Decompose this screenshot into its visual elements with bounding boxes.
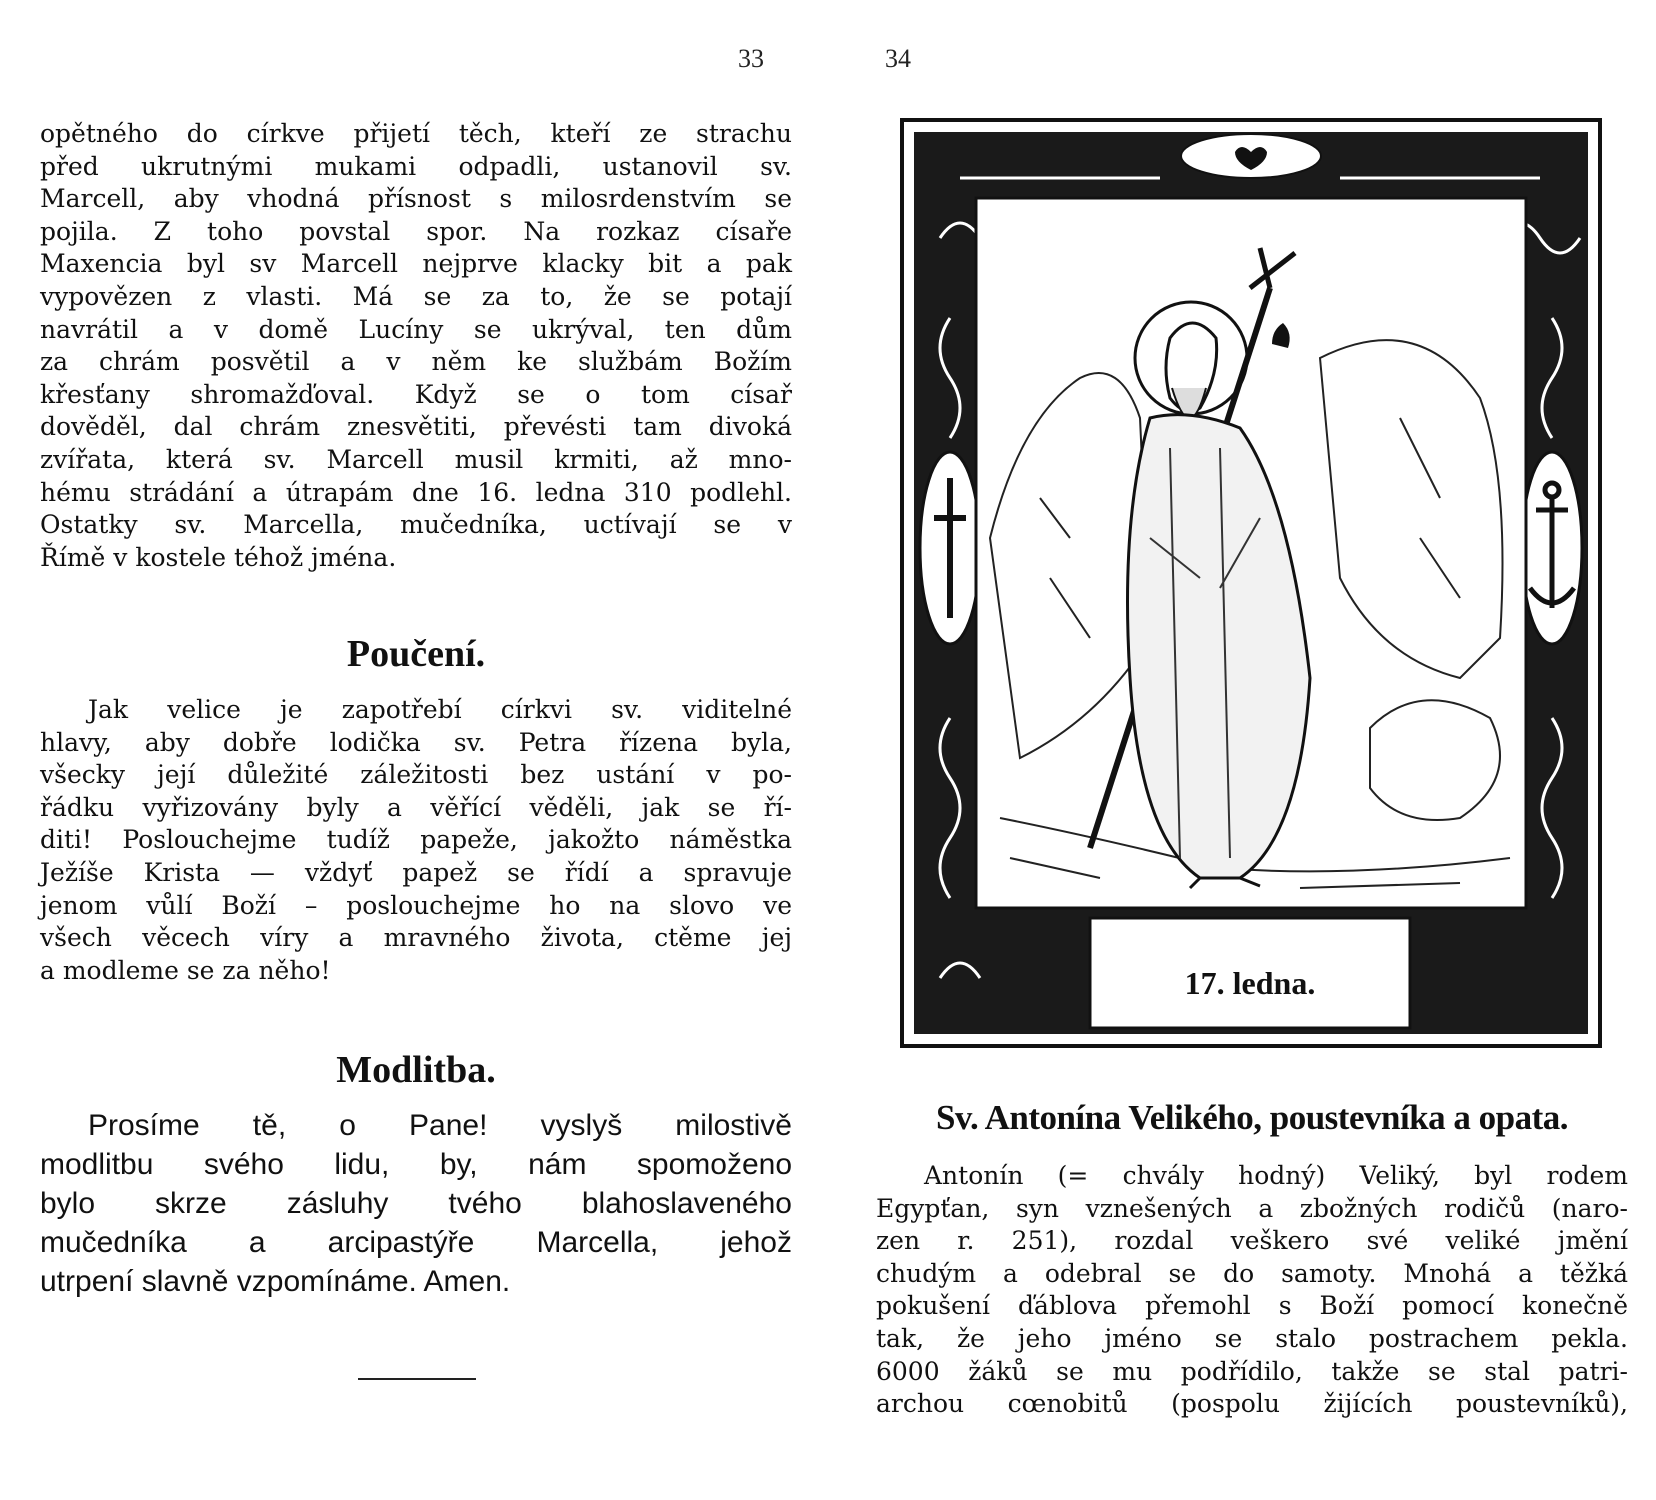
text-line: a modleme se za něho!	[40, 955, 331, 985]
pouceni-paragraph	[40, 694, 792, 987]
text-line: vypovězen z vlasti. Má se za to, že se potají	[40, 281, 792, 311]
intro-paragraph	[40, 118, 792, 574]
text-line: mučedníka a arcipastýře Marcella, jehož	[40, 1226, 792, 1259]
text-line: jenom vůlí Boží – poslouchejme ho na slovo ve	[40, 890, 792, 920]
text-line: archou cœnobitů (pospolu žijících poustevníků),	[876, 1389, 1628, 1419]
section-heading-pouceni: Poučení.	[346, 633, 486, 675]
text-line: Maxencia byl sv Marcell nejprve klacky bit a pak	[40, 249, 792, 279]
prayer-paragraph	[40, 1106, 792, 1301]
text-line: utrpení slavně vzpomínáme. Amen.	[40, 1265, 511, 1298]
text-line: za chrám posvětil a v něm ke službám Božím	[40, 347, 792, 377]
text-line: Antonín (= chvály hodný) Veliký, byl rodem	[924, 1161, 1628, 1190]
text-line: řádku vyřizovány byly a věřící věděli, jak se ří-	[40, 792, 792, 822]
text-line: dověděl, dal chrám znesvětiti, převésti tam divoká	[40, 412, 792, 442]
text-line: Egypťan, syn vznešených a zbožných rodičů (naro-	[876, 1193, 1628, 1223]
text-line: všech věcech víry a mravného života, ctěme jej	[40, 923, 792, 953]
section-heading-modlitba: Modlitba.	[336, 1049, 496, 1091]
illustration-caption: 17. ledna.	[1184, 965, 1316, 1001]
text-line: hému strádání a útrapám dne 16. ledna 310 podlehl.	[40, 477, 792, 507]
text-line: tak, že jeho jméno se stalo postrachem pekla.	[876, 1323, 1628, 1353]
text-line: všecky její důležité záležitosti bez ustání v po-	[40, 760, 792, 790]
text-line: Ostatky sv. Marcella, mučedníka, uctívají se v	[40, 510, 792, 540]
text-line: Marcell, aby vhodná přísnost s milosrdenstvím se	[40, 184, 792, 214]
page-number-left: 33	[738, 44, 764, 73]
text-line: Římě v kostele téhož jména.	[40, 542, 397, 572]
text-line: modlitbu svého lidu, by, nám spomoženo	[40, 1148, 792, 1181]
text-line: Ježíše Krista — vždyť papež se řídí a spravuje	[40, 857, 792, 887]
text-line: před ukrutnými mukami odpadli, ustanovil sv.	[40, 151, 792, 181]
text-line: křesťany shromažďoval. Když se o tom císař	[40, 379, 792, 409]
page-number-right: 34	[885, 44, 911, 73]
saint-biography-paragraph	[876, 1160, 1628, 1421]
end-divider	[358, 1378, 476, 1380]
text-line: Jak velice je zapotřebí církvi sv. viditelné	[88, 695, 792, 724]
saint-illustration	[900, 118, 1602, 1048]
text-line: 6000 žáků se mu podřídilo, takže se stal patri-	[876, 1356, 1628, 1386]
text-line: bylo skrze zásluhy tvého blahoslaveného	[40, 1187, 792, 1220]
text-line: diti! Poslouchejme tudíž papeže, jakožto náměstka	[40, 825, 792, 855]
text-line: zen r. 251), rozdal veškero své veliké jmění	[876, 1226, 1628, 1256]
text-line: pokušení ďáblova přemohl s Boží pomocí konečně	[876, 1291, 1628, 1321]
saint-title: Sv. Antonína Velikého, poustevníka a opata.	[935, 1098, 1569, 1137]
text-line: opětného do církve přijetí těch, kteří ze strachu	[40, 119, 792, 148]
text-line: Prosíme tě, o Pane! vyslyš milostivě	[88, 1109, 792, 1142]
text-line: hlavy, aby dobře lodička sv. Petra řízena byla,	[40, 727, 792, 757]
text-line: chudým a odebral se do samoty. Mnohá a těžká	[876, 1258, 1628, 1288]
text-line: pojila. Z toho povstal spor. Na rozkaz císaře	[40, 216, 792, 246]
text-line: navrátil a v domě Lucíny se ukrýval, ten dům	[40, 314, 792, 344]
text-line: zvířata, která sv. Marcell musil krmiti, až mno-	[40, 444, 792, 474]
